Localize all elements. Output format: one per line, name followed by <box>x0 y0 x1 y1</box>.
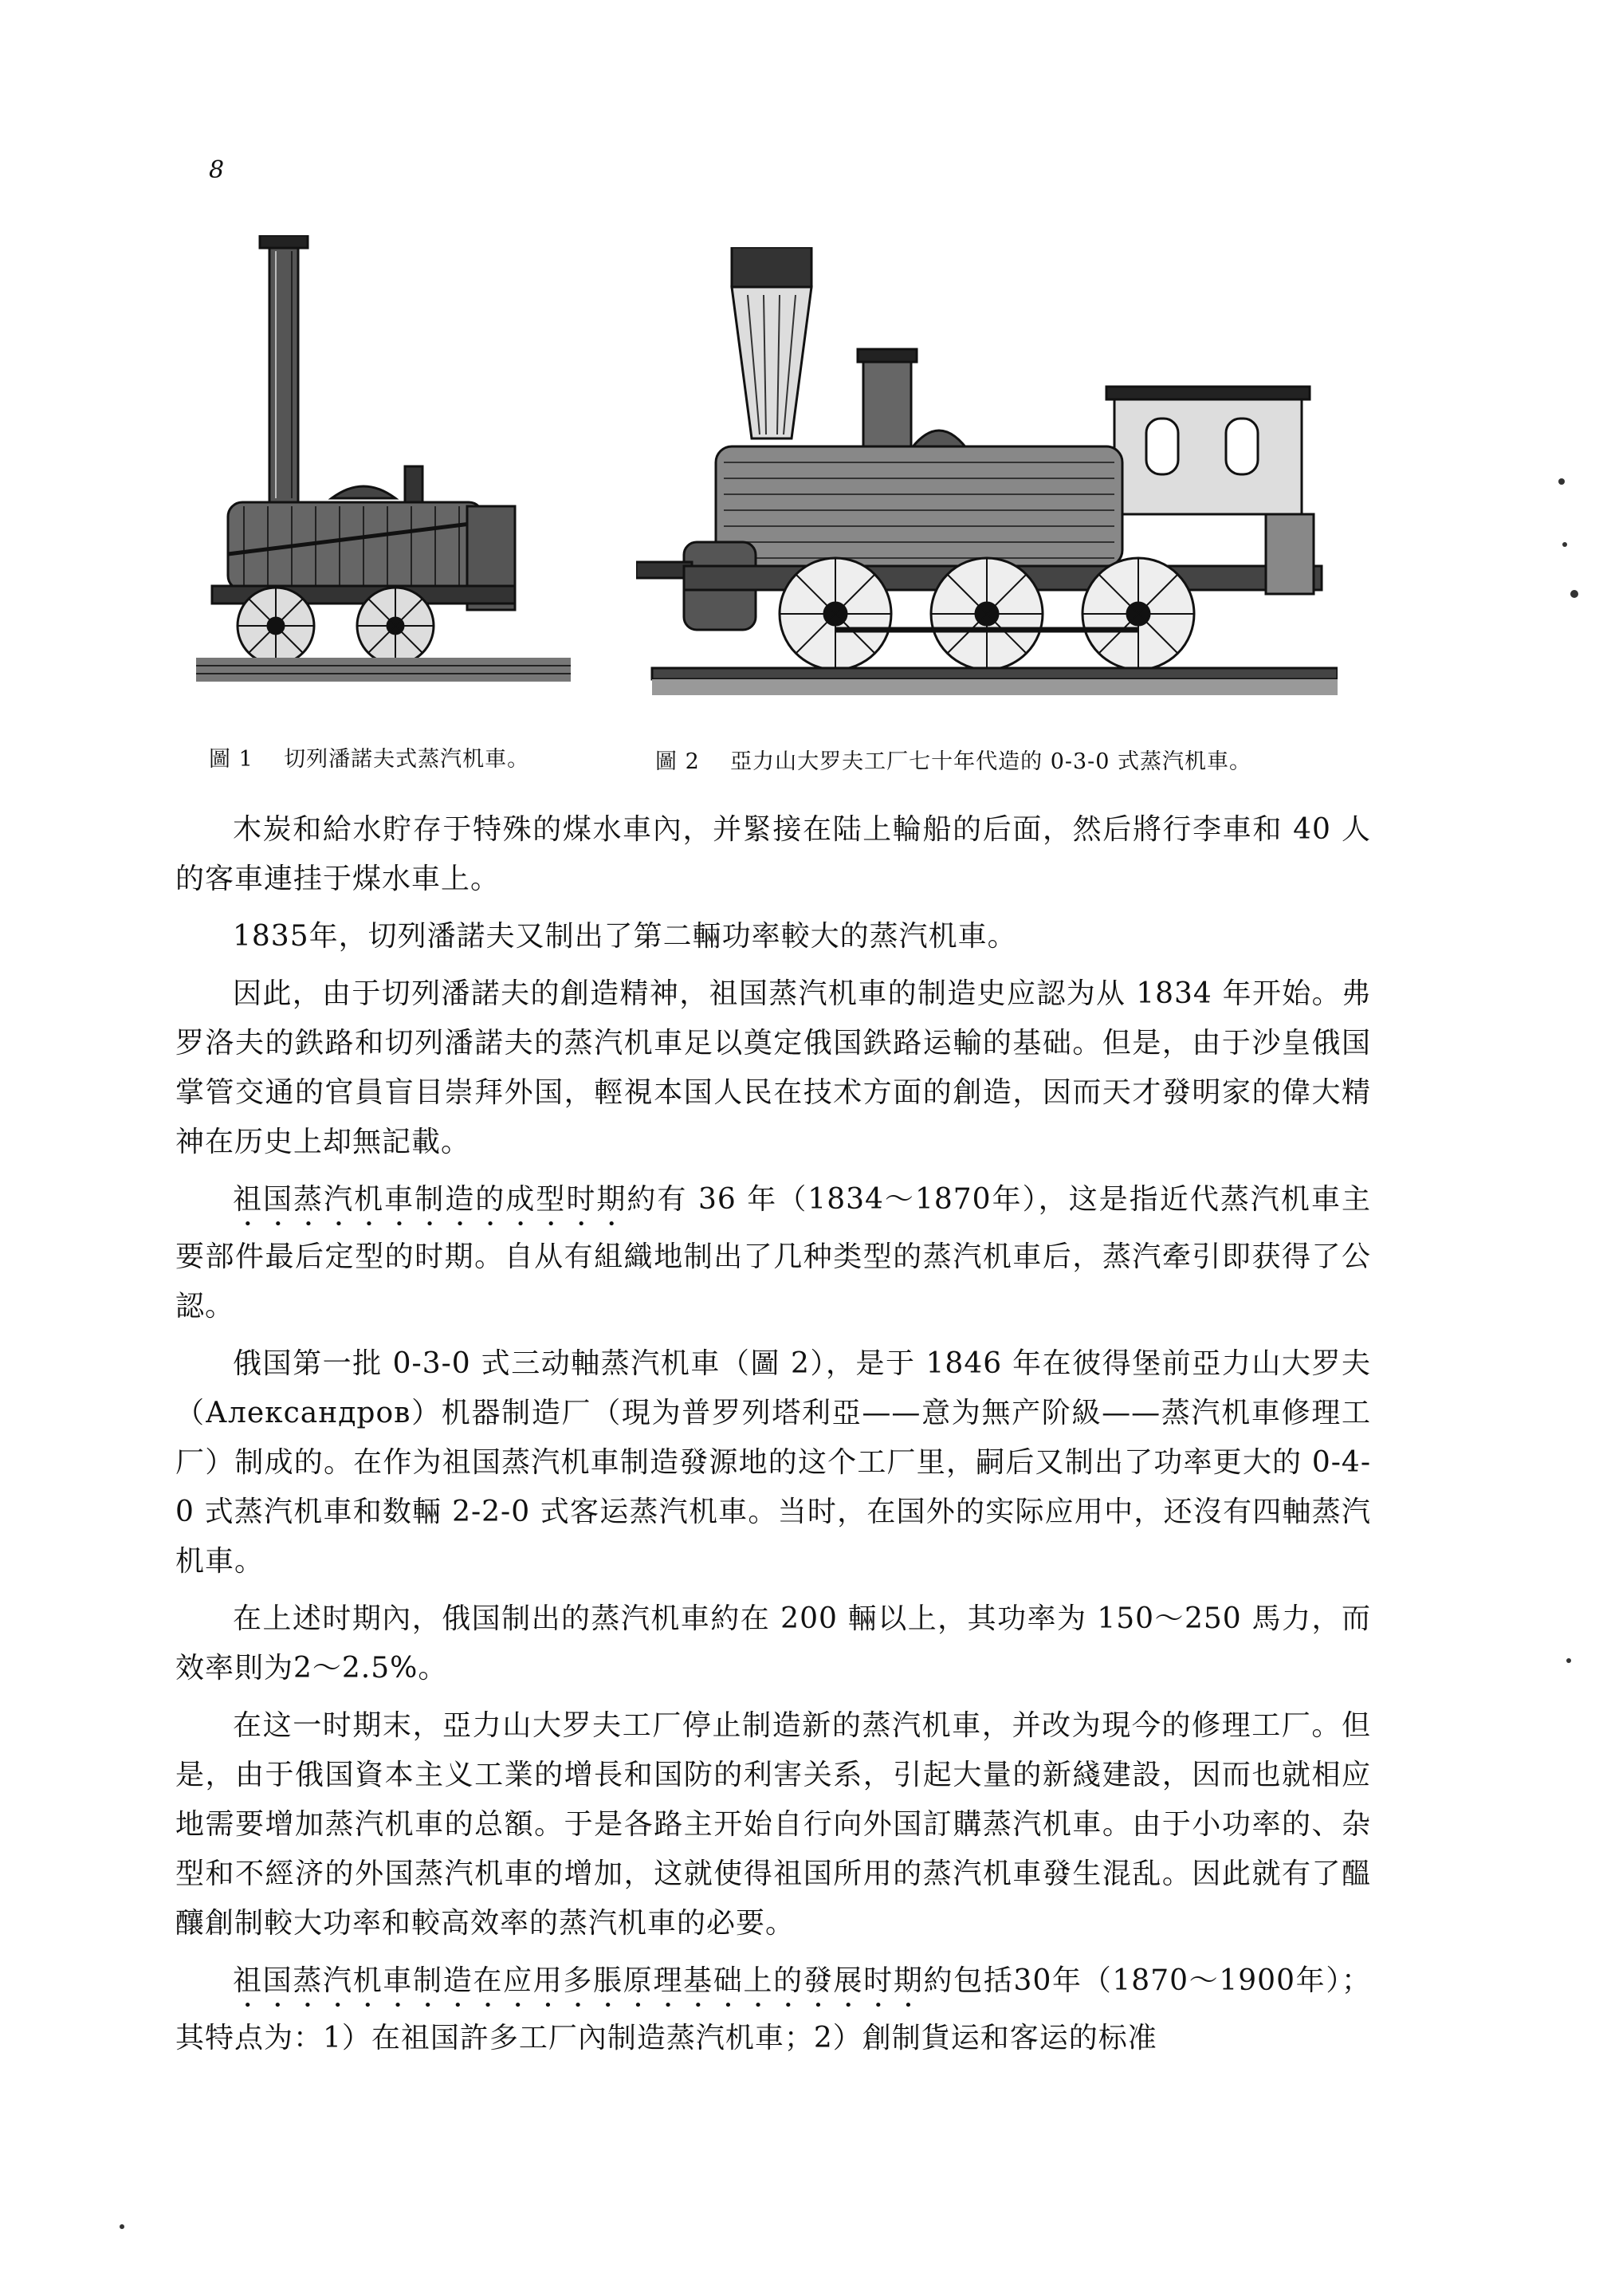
emphasized-period-name: 祖国蒸汽机車制造的成型时期 <box>233 1183 627 1216</box>
figure-1-caption-number: 圖 1 <box>209 747 253 772</box>
figure-1-caption <box>209 741 529 773</box>
figure-2-caption-number: 圖 2 <box>655 749 700 774</box>
scan-speck <box>1558 478 1565 485</box>
period-duration-2: 約包括30年（1870～1900年）； <box>923 1964 1371 1997</box>
page-number: 8 <box>209 156 225 184</box>
figure-2-caption-text: 亞力山大罗夫工厂七十年代造的 0-3-0 式蒸汽机車。 <box>730 749 1252 774</box>
emphasized-period-name-2: 祖国蒸汽机車制造在应用多脹原理基础上的發展时期 <box>233 1964 924 1997</box>
figure-2-locomotive-illustration <box>636 247 1338 702</box>
paragraph-8 <box>175 1956 1371 2063</box>
scan-speck <box>1570 590 1578 598</box>
figure-1-caption-text: 切列潘諾夫式蒸汽机車。 <box>284 747 530 772</box>
figure-1-locomotive-illustration <box>196 235 571 682</box>
paragraph-4 <box>175 1175 1371 1331</box>
paragraph-7: 在这一时期末，亞力山大罗夫工厂停止制造新的蒸汽机車，并改为現今的修理工厂。但是，由于俄国資本主义工業的增長和国防的利害关系，引起大量的新綫建設，因而也就相应地需要增加蒸汽机車的总額。于是各路主开始自行向外国訂購蒸汽机車。由于小功率的、杂型和不經济的外国蒸汽机車的增加，这就使得祖国所用的蒸汽机車發生混乱。因此就有了醞釀創制較大功率和較高效率的蒸汽机車的必要。 <box>175 1709 1371 1940</box>
alexandrov-0-3-0-locomotive-drawing <box>636 247 1338 702</box>
paragraph-2: 1835年，切列潘諾夫又制出了第二輛功率較大的蒸汽机車。 <box>233 920 1017 953</box>
period-duration: 約有 36 年（1834～1870年）， <box>627 1183 1069 1216</box>
paragraph-5: 俄国第一批 0-3-0 式三动軸蒸汽机車（圖 2），是于 1846 年在彼得堡前亞力山大罗夫（Александров）机器制造厂（現为普罗列塔利亞——意为無产阶級——蒸汽机車修理工厂）制成的。在作为祖国蒸汽机車制造發源地的这个工厂里，嗣后又制出了功率更大的 0-4-0 式蒸汽机車和数輛 2-2-0 式客运蒸汽机車。当时，在国外的实际应用中，还沒有四軸蒸汽机車。 <box>175 1347 1371 1578</box>
paragraph-1: 木炭和給水貯存于特殊的煤水車內，并緊接在陆上輪船的后面，然后將行李車和 40 人的客車連挂于煤水車上。 <box>175 813 1371 895</box>
cherepanov-locomotive-drawing <box>196 235 571 682</box>
paragraph-8-body: 其特点为：1）在祖国許多工厂內制造蒸汽机車；2）創制貨运和客运的标准 <box>175 2022 1157 2054</box>
paragraph-4-body: 这是指近代蒸汽机車主要部件最后定型的时期。自从有組織地制出了几种类型的蒸汽机車后，蒸汽牽引即获得了公認。 <box>175 1183 1371 1323</box>
body-text <box>175 805 1371 2071</box>
scan-speck <box>120 2224 124 2229</box>
paragraph-3: 因此，由于切列潘諾夫的創造精神，祖国蒸汽机車的制造史应認为从 1834 年开始。弗罗洛夫的鉄路和切列潘諾夫的蒸汽机車足以奠定俄国鉄路运輸的基础。但是，由于沙皇俄国掌管交通的官員盲目崇拜外国，輕視本国人民在技术方面的創造，因而天才發明家的偉大精神在历史上却無記載。 <box>175 977 1371 1158</box>
paragraph-6: 在上述时期內，俄国制出的蒸汽机車約在 200 輛以上，其功率为 150～250 馬力，而效率則为2～2.5%。 <box>175 1602 1371 1685</box>
figure-2-caption <box>655 744 1251 775</box>
scan-speck <box>1562 542 1567 547</box>
scan-speck <box>1566 1658 1571 1663</box>
